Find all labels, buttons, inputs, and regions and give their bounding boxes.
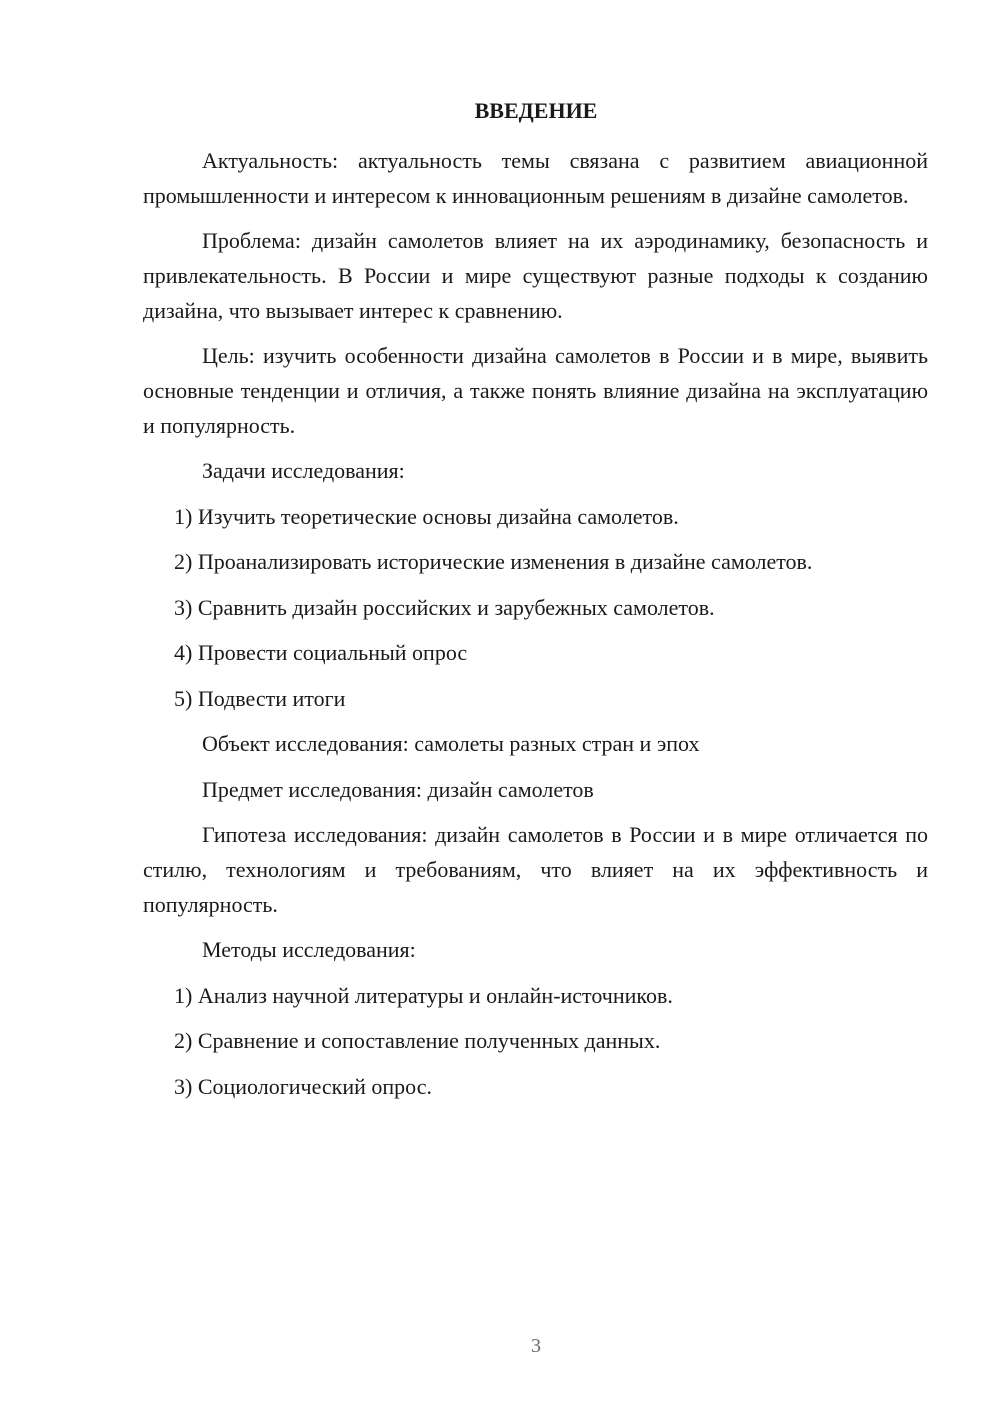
subject-line: Предмет исследования: дизайн самолетов [202,776,594,802]
method-item: 1) Анализ научной литературы и онлайн-источников. [174,982,673,1008]
methods-heading: Методы исследования: [202,937,416,962]
task-item: 5) Подвести итоги [174,685,346,711]
hypothesis-paragraph: Гипотеза исследования: дизайн самолетов в России и в мире отличается по стилю, технологиям и требованиям, что влияет на их эффективность и популярность. [143,822,928,917]
object-line: Объект исследования: самолеты разных стран и эпох [202,731,700,756]
problem-paragraph: Проблема: дизайн самолетов влияет на их аэродинамику, безопасность и привлекательность. В России и мире существуют разные подходы к созданию дизайна, что вызывает интерес к сравнению. [143,228,928,323]
section-heading: ВВЕДЕНИЕ [474,98,598,123]
page-number: 3 [531,1335,541,1357]
task-item: 1) Изучить теоретические основы дизайна самолетов. [174,503,679,529]
method-item: 2) Сравнение и сопоставление полученных данных. [174,1028,661,1053]
goal-paragraph: Цель: изучить особенности дизайна самолетов в России и в мире, выявить основные тенденции и отличия, а также понять влияние дизайна на эксплуатацию и популярность. [143,343,928,438]
tasks-heading: Задачи исследования: [202,458,405,483]
task-item: 4) Провести социальный опрос [174,640,468,665]
method-item: 3) Социологический опрос. [174,1073,432,1099]
task-item: 2) Проанализировать исторические изменения в дизайне самолетов. [174,549,813,574]
relevance-paragraph: Актуальность: актуальность темы связана с развитием авиационной промышленности и интересом к инновационным решениям в дизайне самолетов. [143,148,928,208]
section-body [143,143,928,1114]
task-item: 3) Сравнить дизайн российских и зарубежных самолетов. [174,594,715,620]
